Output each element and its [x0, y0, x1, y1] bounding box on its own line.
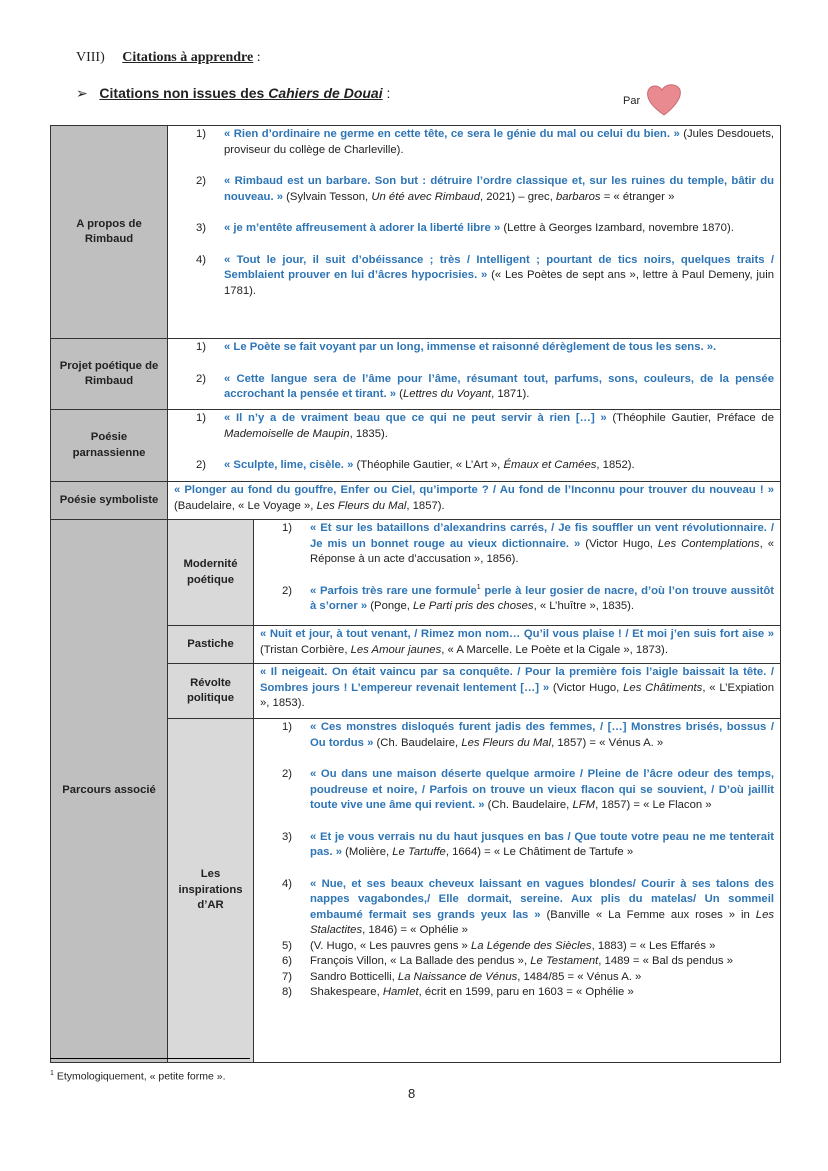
title-text: Lettres du Voyant [402, 388, 492, 400]
citation-source: (Théophile Gautier, « L’Art », [353, 459, 504, 471]
title-text: Les Fleurs du Mal [316, 499, 407, 512]
item-number: 2) [196, 175, 207, 187]
heading-colon: : [253, 50, 261, 65]
footnote-mark: 1 [50, 1070, 54, 1077]
table-row [51, 482, 781, 520]
quote-text: « Il neigeait. On était vaincu par sa conquête. / Pour la première fois l’aigle baissait la tête. / Sombres jours ! L’empereur revenait lentement […] » [260, 666, 774, 694]
citation-item [174, 127, 774, 158]
citations-table [50, 125, 781, 1063]
citations-cell [254, 664, 781, 719]
citation-list [260, 720, 774, 1001]
title-text: Le Testament [530, 955, 599, 967]
citation-item [260, 970, 774, 986]
citation-source: , « Réponse à un acte d’accusation », 1856). [310, 537, 774, 565]
item-number: 1) [282, 522, 293, 534]
citation-list [174, 127, 774, 299]
citation-source: , 1852). [596, 459, 635, 471]
citation-item [260, 521, 774, 568]
citation-source: (Lettre à Georges Izambard, novembre 1870). [500, 222, 734, 234]
subheading-title-b: Cahiers de Douai [268, 85, 383, 101]
citations-cell [254, 719, 781, 1063]
citation-source: , 1883) = « Les Effarés » [591, 939, 716, 952]
subheading [76, 85, 390, 102]
citations-cell [168, 339, 781, 410]
table-row [51, 520, 781, 626]
quote-text: « Rimbaud est un barbare. Son but : détruire l’ordre classique et, sur les ruines du temple, bâtir du nouveau. » [224, 175, 774, 203]
quote-text: « Sculpte, lime, cisèle. » [224, 459, 354, 471]
item-number: 8) [282, 986, 293, 998]
item-number: 1) [196, 412, 207, 424]
citation-item [174, 411, 774, 442]
citations-cell [168, 482, 781, 520]
citation-source: (Sylvain Tesson, [283, 190, 372, 203]
citation-source: , 1484/85 = « Vénus A. » [517, 970, 642, 983]
citation-source: , 1857) = « Le Flacon » [595, 799, 712, 811]
citation-item [174, 340, 774, 356]
citation-list [174, 411, 774, 474]
quote-text: « Parfois très rare une formule [310, 584, 477, 597]
item-number: 6) [282, 955, 293, 967]
citation-source: (Ch. Baudelaire, [484, 799, 573, 811]
citation-source: (Ponge, [367, 600, 414, 612]
table-row [51, 410, 781, 482]
citation-source: (Molière, [342, 846, 393, 858]
table-row [51, 126, 781, 339]
item-number: 1) [196, 341, 207, 353]
title-text: Émaux et Camées [503, 459, 597, 471]
quote-text: « Et sur les bataillons d’alexandrins carrés, / Je fis souffler un vent révolutionnaire. / Je mis un bonnet rouge au vieux dictionnaire. » [310, 522, 774, 550]
heart-icon [645, 82, 683, 118]
item-number: 1) [196, 128, 207, 140]
citation-source: (Jules Desdouets, proviseur du collège de Charleville). [224, 128, 774, 156]
citation-source: , 1871). [491, 388, 530, 400]
item-number: 7) [282, 970, 293, 983]
quote-text: « Rien d’ordinaire ne germe en cette tête, ce sera le génie du mal ou celui du bien. » [224, 128, 680, 140]
citation-source: , 1664) = « Le Châtiment de Tartufe » [445, 846, 634, 858]
citation-item [174, 221, 774, 237]
item-number: 5) [282, 939, 293, 952]
title-text: Les Stalactites [310, 908, 774, 936]
quote-text: « Le Poète se fait voyant par un long, immense et raisonné dérèglement de tous les sens. ». [224, 341, 717, 353]
citation-source: , « A Marcelle. Le Poète et la Cigale », 1873). [441, 643, 668, 656]
citation-source: (Théophile Gautier, Préface de [606, 412, 774, 424]
quote-text: « Ou dans une maison déserte quelque armoire / Pleine de l’âcre odeur des temps, poudreuse et noire, / Parfois on trouve un vieux flacon qui se souvient, / D’où jaillit toute vive une âme qui revient. » [310, 768, 774, 811]
quote-text: « Ces monstres disloqués furent jadis des femmes, / […] Monstres brisés, bossus / Ou tordus » [310, 721, 774, 749]
citation-item [260, 767, 774, 814]
row-label: Pastiche [168, 626, 254, 664]
citation-source: = « étranger » [600, 190, 675, 203]
footnote-separator [50, 1058, 250, 1059]
title-text: Le Tartuffe [392, 846, 446, 858]
title-text: Hamlet [382, 986, 419, 998]
item-number: 2) [196, 459, 207, 471]
citation-item [260, 584, 774, 615]
section-heading [76, 50, 261, 66]
citation-source: Shakespeare, [310, 986, 383, 998]
citation-source: , 1857). [406, 499, 445, 512]
row-label: Parcours associé [51, 520, 168, 1063]
item-number: 4) [282, 877, 293, 890]
citation-item [174, 372, 774, 403]
citation-item [260, 939, 774, 955]
table-row [51, 339, 781, 410]
row-label: Les inspirations d’AR [168, 719, 254, 1063]
row-label: Projet poétique de Rimbaud [51, 339, 168, 410]
quote-text: « Nuit et jour, à tout venant, / Rimez mon nom… Qu’il vous plaise ! / Et moi j’en suis fort aise » [260, 628, 774, 640]
citation-list [260, 521, 774, 615]
citation-source: , 1489 = « Bal ds pendus » [598, 955, 734, 967]
quote-text: « Tout le jour, il suit d’obéissance ; très / Intelligent ; pourtant de tics noirs, quelques traits / Semblaient prouver en lui d’âcres hypocrisies. » [224, 253, 774, 281]
citation-source: ( [396, 388, 403, 400]
citation-text [174, 483, 774, 514]
citation-source: François Villon, « La Ballade des pendus », [310, 955, 531, 967]
row-label: A propos de Rimbaud [51, 126, 168, 339]
title-text: barbaros [555, 190, 601, 203]
subheading-title-a: Citations non issues des [99, 85, 269, 101]
citation-source: (Banville « La Femme aux roses » in [540, 908, 756, 921]
citation-item [260, 954, 774, 970]
title-text: LFM [572, 799, 596, 811]
citation-source: , « L’huître », 1835). [533, 600, 635, 612]
title-text: La Légende des Siècles [470, 939, 592, 952]
title-text: Les Châtiments [623, 681, 703, 694]
par-label: Par [623, 95, 641, 107]
footnote [50, 1070, 226, 1083]
quote-text: perle à leur gosier de nacre, d’où l’on trouve aussitôt à s’orner » [310, 584, 775, 612]
quote-text: « Et je vous verrais nu du haut jusques en bas / Que toute votre peau ne me tenterait pas. » [310, 830, 774, 858]
quote-text: « Il n’y a de vraiment beau que ce qui ne peut servir à rien […] » [224, 412, 607, 424]
citation-item [260, 830, 774, 861]
quote-text: « je m’entête affreusement à adorer la liberté libre » [224, 222, 501, 234]
citation-item [174, 174, 774, 205]
row-label: Modernité poétique [168, 520, 254, 626]
citation-source: (Victor Hugo, [549, 681, 624, 694]
citations-cell [168, 126, 781, 339]
citation-item [260, 720, 774, 751]
citation-source: (Ch. Baudelaire, [373, 736, 462, 749]
citations-cell [254, 626, 781, 664]
row-label: Révolte politique [168, 664, 254, 719]
item-number: 2) [196, 372, 207, 385]
heading-title: Citations à apprendre [122, 50, 254, 65]
item-number: 3) [282, 830, 293, 843]
page-number: 8 [408, 1086, 416, 1101]
footnote-text: Etymologiquement, « petite forme ». [53, 1070, 226, 1083]
footnote-ref: 1 [476, 583, 481, 591]
item-number: 4) [196, 253, 207, 266]
citation-source: (Tristan Corbière, [260, 643, 351, 656]
title-text: Un été avec Rimbaud [371, 190, 480, 203]
citation-list [174, 340, 774, 403]
citation-source: , 1835). [349, 427, 388, 440]
citation-item [174, 253, 774, 300]
heading-number: VIII) [76, 50, 105, 65]
item-number: 2) [282, 584, 293, 597]
citation-source: , 2021) – grec, [479, 190, 556, 203]
title-text: Mademoiselle de Maupin [224, 427, 350, 440]
citation-text [260, 665, 774, 712]
row-label: Poésie parnassienne [51, 410, 168, 482]
citation-text [260, 627, 774, 658]
citation-source: , 1857) = « Vénus A. » [551, 736, 664, 749]
citation-source: (Baudelaire, « Le Voyage », [174, 499, 317, 512]
citation-item [174, 458, 774, 474]
citations-cell [254, 520, 781, 626]
item-number: 3) [196, 222, 207, 234]
title-text: Les Amour jaunes [350, 643, 442, 656]
quote-text: « Plonger au fond du gouffre, Enfer ou Ciel, qu’importe ? / Au fond de l’Inconnu pour trouver du nouveau ! » [174, 484, 774, 496]
item-number: 2) [282, 768, 293, 780]
subheading-title [99, 85, 382, 101]
title-text: La Naissance de Vénus [397, 970, 518, 983]
citation-source: Sandro Botticelli, [310, 970, 398, 983]
quote-text: « Nue, et ses beaux cheveux laissant en vagues blondes/ Courir à ses talons des nappes vagabondes,/ Elle dormait, sereine. Aux plis du matelas/ Un sommeil embaumé fermait ses grands yeux las » [310, 877, 774, 921]
citation-source: (V. Hugo, « Les pauvres gens » [310, 939, 471, 952]
title-text: Les Fleurs du Mal [461, 736, 552, 749]
subheading-colon: : [382, 85, 391, 101]
quote-text: « Cette langue sera de l’âme pour l’âme, résumant tout, parfums, sons, couleurs, de la pensée accrochant la pensée et tirant. » [224, 372, 774, 400]
citations-cell [168, 410, 781, 482]
citation-source: (« Les Poètes de sept ans », lettre à Paul Demeny, juin 1781). [224, 269, 774, 297]
arrow-bullet-icon: ➢ [76, 85, 88, 101]
title-text: Le Parti pris des choses [413, 600, 534, 612]
citation-source: , écrit en 1599, paru en 1603 = « Ophélie » [418, 986, 634, 998]
item-number: 1) [282, 721, 293, 733]
row-label: Poésie symboliste [51, 482, 168, 520]
citation-item [260, 985, 774, 1001]
citation-source: , « L’Expiation », 1853). [260, 681, 775, 709]
title-text: Les Contemplations [657, 537, 760, 550]
citation-source: , 1846) = « Ophélie » [362, 924, 468, 936]
citation-item [260, 877, 774, 939]
citation-source: (Victor Hugo, [580, 537, 658, 550]
